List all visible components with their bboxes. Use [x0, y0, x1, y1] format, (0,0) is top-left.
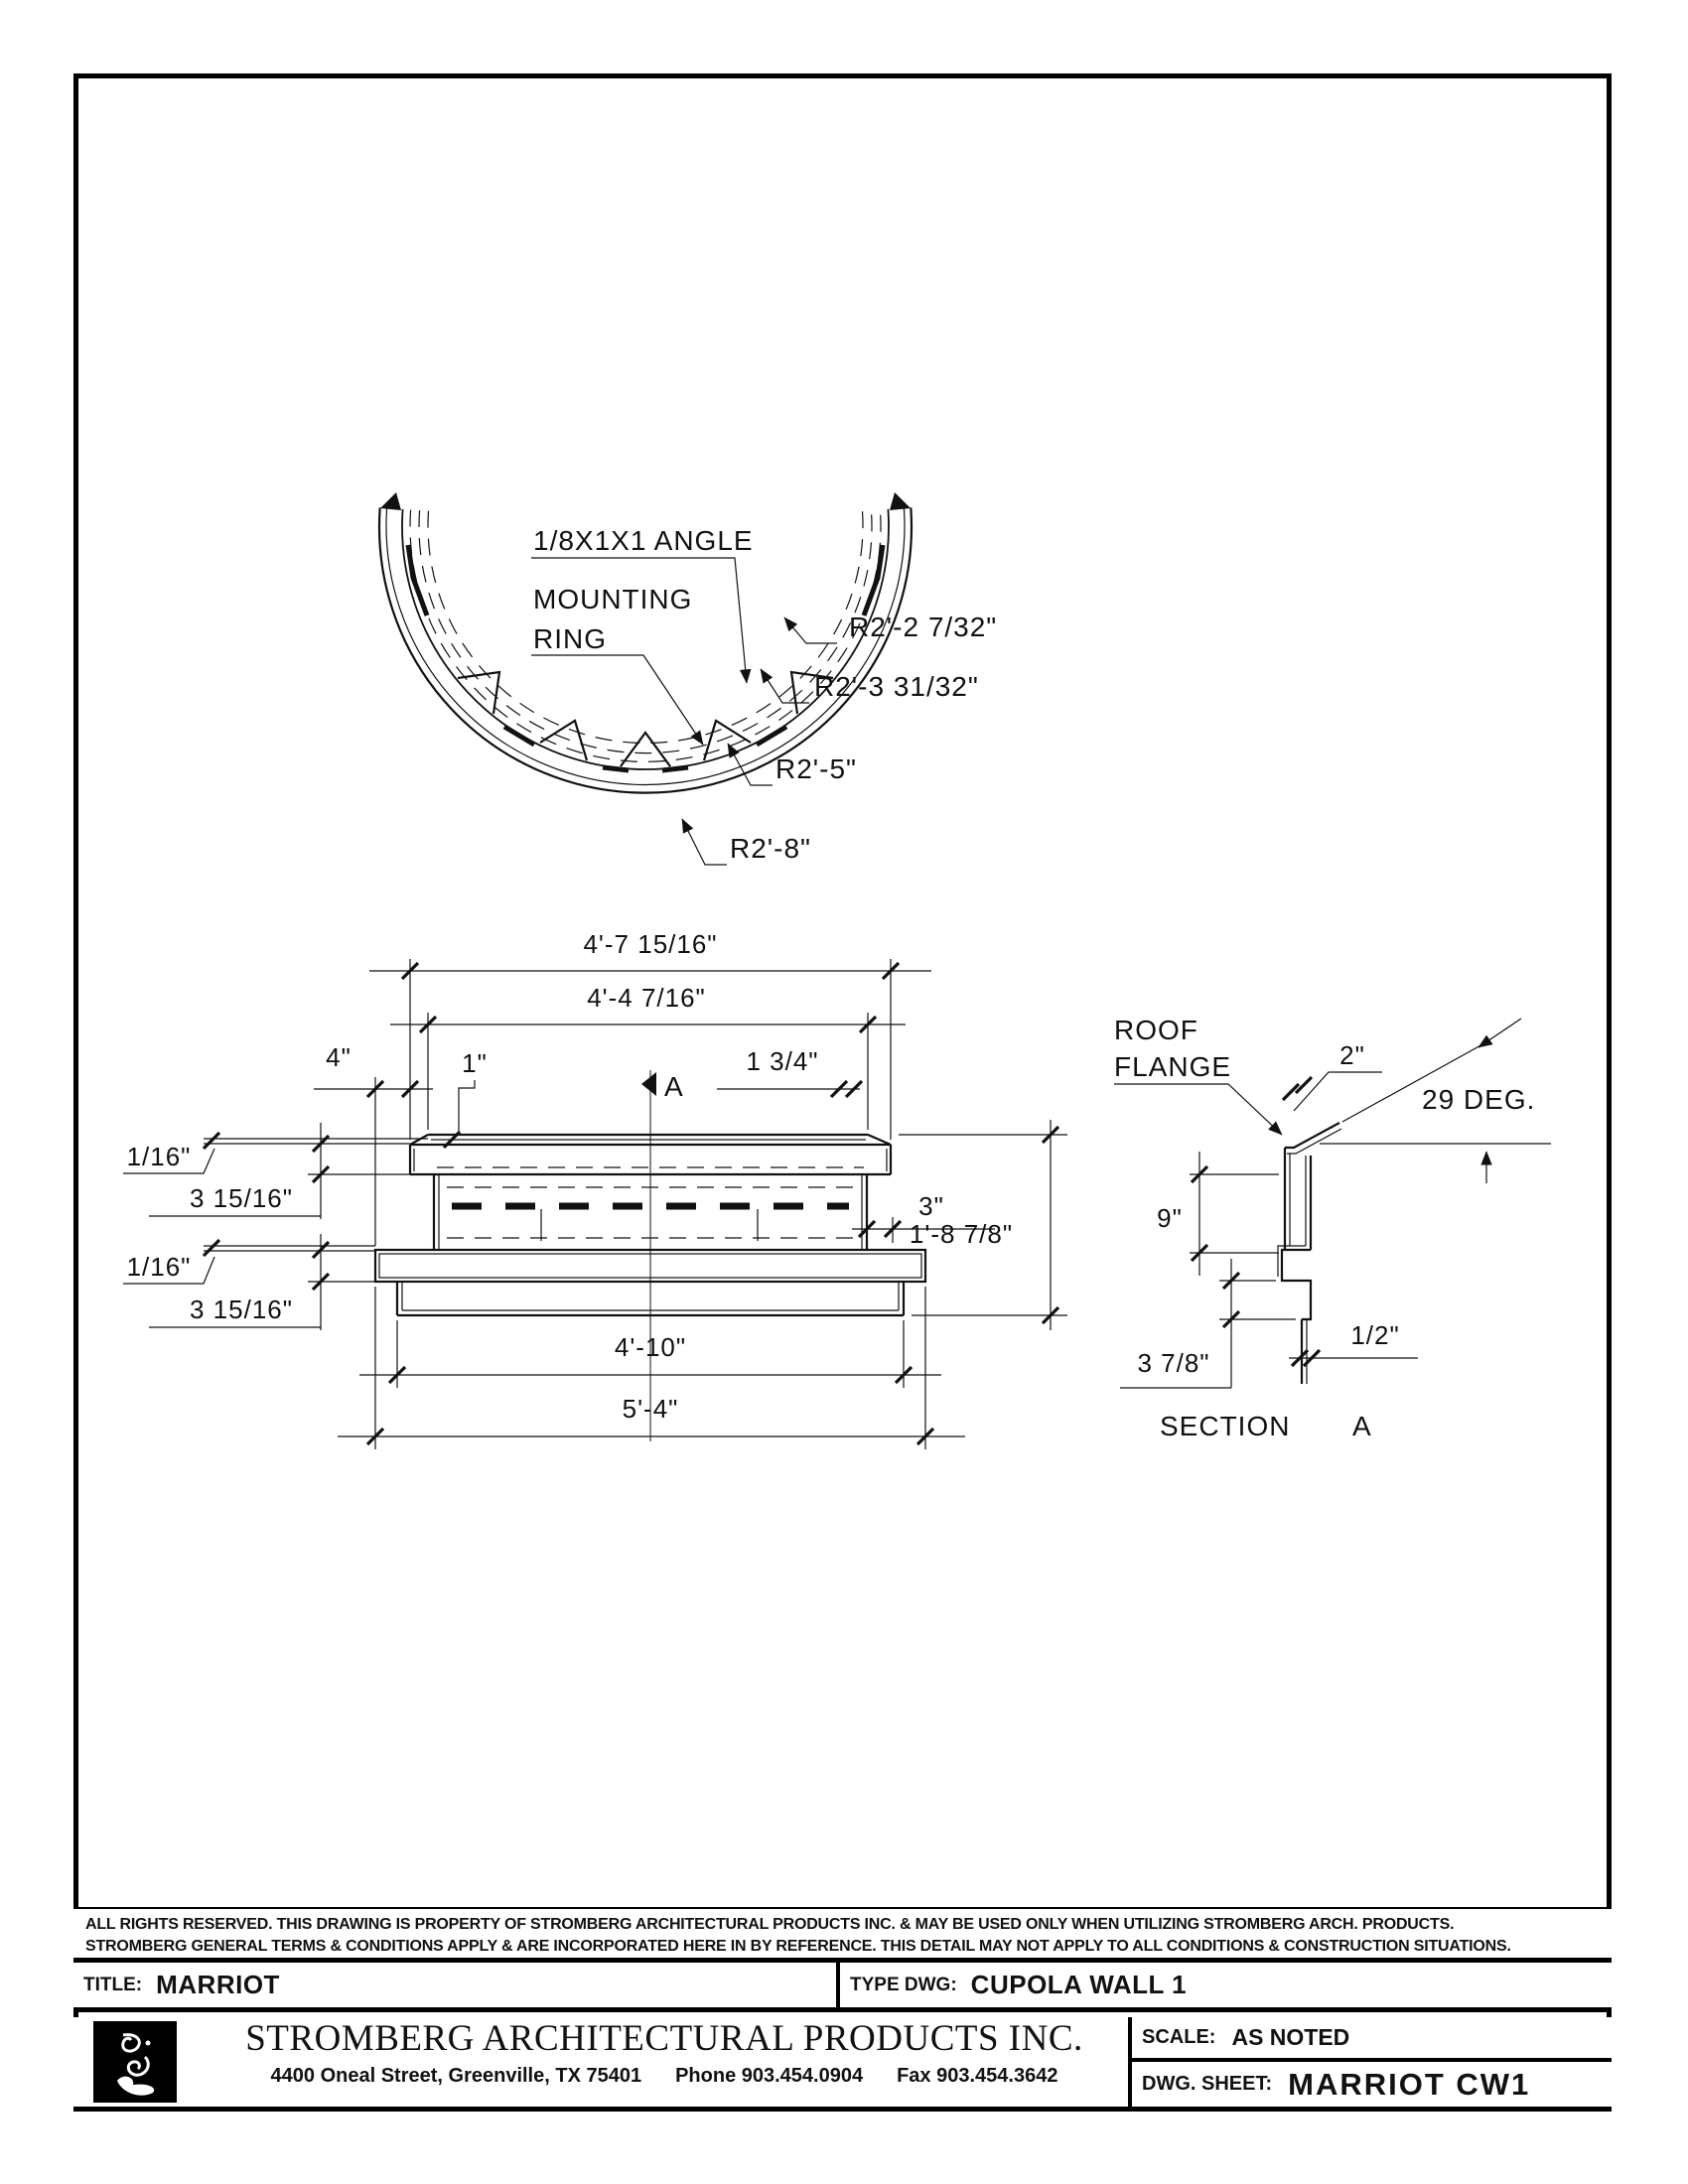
company-phone: Phone 903.454.0904: [675, 2065, 864, 2087]
disclaimer-box: [73, 1907, 1612, 1963]
dim-band-upper: 3 15/16": [190, 1183, 293, 1213]
title-row: [73, 1963, 1612, 2012]
disclaimer-line-2: STROMBERG GENERAL TERMS & CONDITIONS APPLY & ARE INCORPORATED HERE IN BY REFERENCE. THIS DETAIL MAY NOT APPLY TO ALL CONDITIONS & CONSTRUCTION SITUATIONS.: [85, 1937, 1511, 1955]
dim-thickness: 1/2": [1350, 1320, 1400, 1350]
dim-height: 1'-8 7/8": [909, 1219, 1014, 1249]
angle-label: 29 DEG.: [1422, 1084, 1536, 1115]
title-value: MARRIOT: [156, 1970, 280, 1999]
leader-roof-flange: [1114, 1084, 1282, 1135]
dim-top-inner: 4'-4 7/16": [587, 983, 706, 1013]
leader-r1: [784, 617, 837, 643]
leader-angle: [531, 558, 747, 683]
dim-bottom-outer: 5'-4": [622, 1394, 679, 1424]
scale-value: AS NOTED: [1231, 2024, 1350, 2050]
type-dwg-label: TYPE DWG:: [850, 1974, 957, 1995]
dim-reveal-upper: 1/16": [126, 1142, 192, 1171]
dim-wall: 3": [918, 1191, 944, 1221]
dim-chamfer-right: 1 3/4": [746, 1046, 819, 1076]
company-cell: [73, 2017, 1132, 2107]
radius-label-2: R2'-3 31/32": [814, 671, 979, 702]
dim-reveal-lower: 1/16": [126, 1252, 192, 1282]
arc-end-mark-left: [380, 492, 401, 510]
dim-top-outer: 4'-7 15/16": [583, 929, 718, 959]
company-address-line: [198, 2065, 1131, 2088]
dim-bottom-inner: 4'-10": [614, 1332, 687, 1362]
elevation-view: [123, 929, 1067, 1449]
stromberg-logo: [93, 2021, 177, 2103]
radius-label-4: R2'-8": [730, 833, 811, 864]
company-address: 4400 Oneal Street, Greenville, TX 75401: [270, 2065, 642, 2087]
company-fax: Fax 903.454.3642: [897, 2065, 1058, 2087]
type-dwg-cell: [840, 1963, 1612, 2007]
roof-flange-label-1: ROOF: [1114, 1015, 1198, 1045]
section-view: [1114, 1015, 1551, 1441]
plan-view-ring: [379, 492, 997, 865]
type-dwg-value: CUPOLA WALL 1: [970, 1970, 1188, 1999]
scale-cell: [1132, 2017, 1612, 2062]
sheet-label: DWG. SHEET:: [1142, 2073, 1273, 2095]
scale-sheet-cells: [1132, 2017, 1612, 2107]
section-marker-label: A: [664, 1071, 684, 1102]
mounting-ring-label-2: RING: [533, 623, 607, 654]
arc-end-mark-right: [890, 492, 911, 510]
dim-chamfer-left: 1": [462, 1048, 488, 1078]
leader-r4: [682, 819, 727, 865]
radius-label-1: R2'-2 7/32": [849, 612, 998, 642]
dim-flange: 2": [1339, 1040, 1365, 1070]
dim-band-lower: 3 15/16": [190, 1295, 293, 1324]
title-cell: [73, 1963, 840, 2007]
title-label: TITLE:: [83, 1974, 143, 1995]
dim-lower: 3 7/8": [1137, 1348, 1210, 1378]
sheet-value: MARRIOT CW1: [1288, 2066, 1531, 2102]
disclaimer-line-1: ALL RIGHTS RESERVED. THIS DRAWING IS PROPERTY OF STROMBERG ARCHITECTURAL PRODUCTS INC. & MAY BE USED ONLY WHEN UTILIZING STROMBERG ARCH. PRODUCTS.: [85, 1916, 1455, 1933]
roof-flange-label-2: FLANGE: [1114, 1051, 1232, 1082]
mounting-ring-label-1: MOUNTING: [533, 584, 693, 614]
angle-arrow: [1478, 1019, 1521, 1047]
company-row: [73, 2017, 1612, 2107]
section-caption: SECTION: [1160, 1411, 1291, 1441]
company-name: STROMBERG ARCHITECTURAL PRODUCTS INC.: [245, 2018, 1083, 2059]
scale-label: SCALE:: [1142, 2026, 1216, 2048]
angle-label: 1/8X1X1 ANGLE: [533, 525, 754, 556]
radius-label-3: R2'-5": [775, 753, 857, 784]
section-cut-arrow: [641, 1072, 656, 1096]
dim-upper: 9": [1157, 1203, 1183, 1233]
dim-edge: 4": [326, 1042, 352, 1072]
section-caption-letter: A: [1352, 1411, 1372, 1441]
sheet-cell: [1132, 2062, 1612, 2107]
